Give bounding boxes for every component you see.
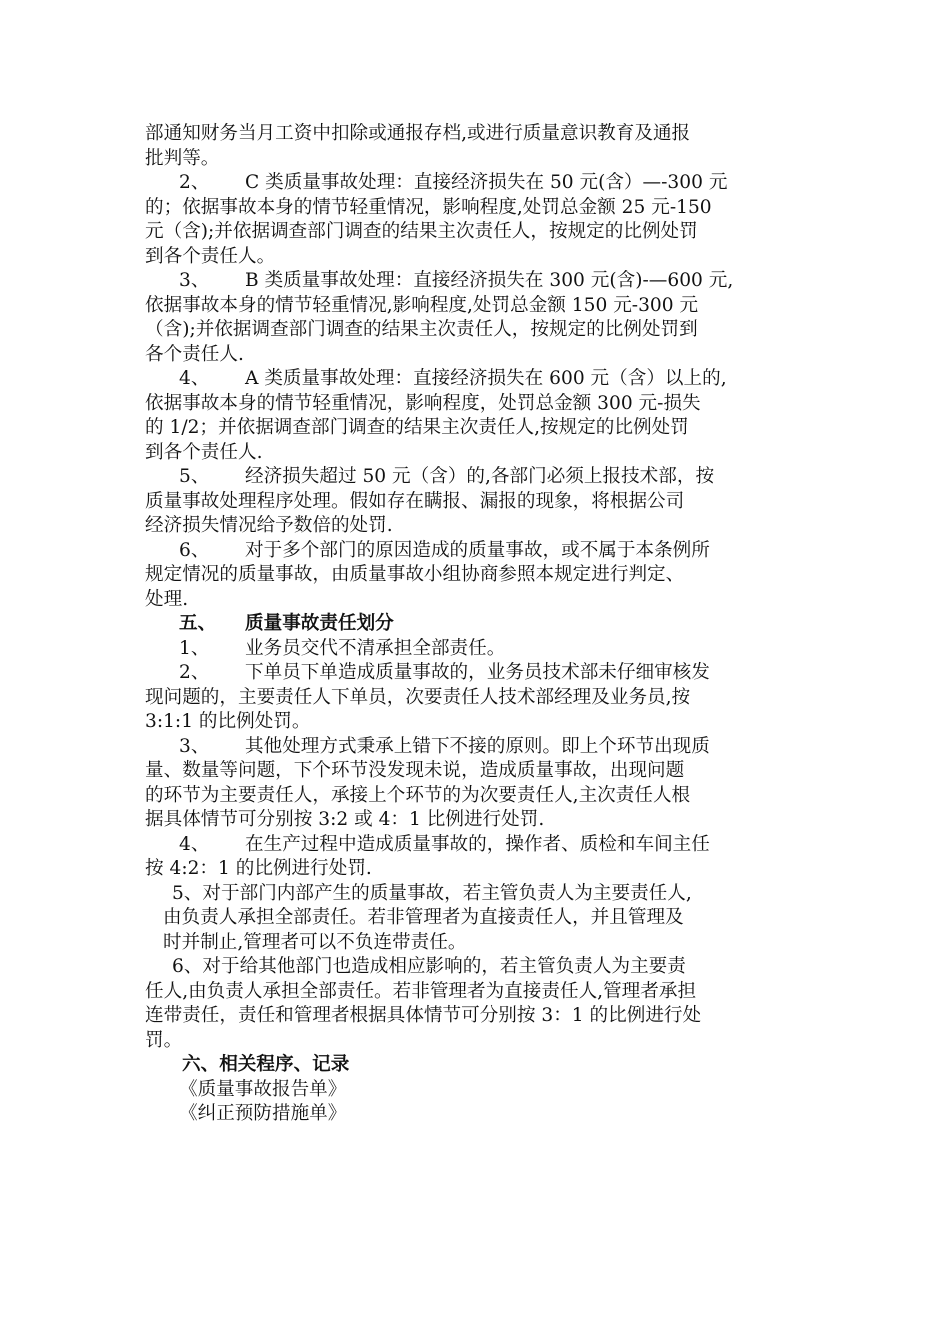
text-line: 由负责人承担全部责任。若非管理者为直接责任人，并且管理及 (163, 907, 684, 928)
text-line: 元（含);并依据调查部门调查的结果主次责任人，按规定的比例处罚 (145, 221, 698, 242)
text-line: 的环节为主要责任人，承接上个环节的为次要责任人,主次责任人根 (145, 784, 691, 806)
item-text: 下单员下单造成质量事故的，业务员技术部未仔细审核发 (245, 662, 710, 683)
text-line: 处理. (145, 588, 189, 610)
item-text: 质量事故责任划分 (245, 613, 394, 634)
text-line: 《质量事故报告单》 (179, 1078, 347, 1100)
item-text: 经济损失超过 50 元（含）的,各部门必须上报技术部，按 (245, 466, 715, 487)
item-text: A 类质量事故处理：直接经济损失在 600 元（含）以上的, (245, 368, 727, 389)
text-line: 《纠正预防措施单》 (179, 1103, 347, 1124)
text-line: 质量事故处理程序处理。假如存在瞒报、漏报的现象，将根据公司 (145, 490, 685, 512)
text-line: 经济损失情况给予数倍的处罚. (145, 515, 393, 536)
text-line: 任人,由负责人承担全部责任。若非管理者为直接责任人,管理者承担 (145, 980, 697, 1002)
item-text: 业务员交代不清承担全部责任。 (245, 637, 506, 659)
text-line: 连带责任，责任和管理者根据具体情节可分别按 3：1 的比例进行处 (145, 1005, 702, 1026)
section-heading (145, 612, 815, 637)
numbered-item (145, 637, 815, 662)
text-line: 部通知财务当月工资中扣除或通报存档,或进行质量意识教育及通报 (145, 123, 691, 144)
text-line: 依据事故本身的情节轻重情况，影响程度，处罚总金额 300 元-损失 (145, 392, 701, 414)
item-number: 6、 (179, 539, 210, 561)
numbered-item (145, 833, 815, 858)
text-line: 据具体情节可分别按 3:2 或 4：1 比例进行处罚. (145, 809, 545, 830)
text-line: 按 4:2：1 的比例进行处罚. (145, 858, 372, 879)
numbered-item (145, 171, 815, 196)
item-number: 3、 (179, 270, 210, 291)
text-line: 时并制止,管理者可以不负连带责任。 (163, 931, 467, 953)
text-line: 到各个责任人。 (145, 245, 276, 267)
item-number: 1、 (179, 637, 210, 659)
item-number: 五、 (179, 613, 217, 634)
item-text: C 类质量事故处理：直接经济损失在 50 元(含）—-300 元 (245, 172, 728, 193)
text-line: 依据事故本身的情节轻重情况,影响程度,处罚总金额 150 元-300 元 (145, 294, 699, 316)
text-line: 的 1/2；并依据调查部门调查的结果主次责任人,按规定的比例处罚 (145, 417, 689, 438)
text-line: 5、对于部门内部产生的质量事故，若主管负责人为主要责任人, (172, 882, 692, 904)
numbered-item (145, 735, 815, 760)
numbered-item (145, 661, 815, 686)
text-line: 规定情况的质量事故，由质量事故小组协商参照本规定进行判定、 (145, 564, 685, 585)
item-text: B 类质量事故处理：直接经济损失在 300 元(含)-—600 元, (245, 270, 734, 291)
text-line: 批判等。 (145, 147, 220, 169)
text-line: 各个责任人. (145, 343, 244, 365)
text-line: 的；依据事故本身的情节轻重情况，影响程度,处罚总金额 25 元-150 (145, 196, 712, 218)
text-line: 量、数量等问题，下个环节没发现未说，造成质量事故，出现问题 (145, 760, 685, 781)
text-line: 现问题的，主要责任人下单员，次要责任人技术部经理及业务员,按 (145, 686, 691, 708)
text-line: （含);并依据调查部门调查的结果主次责任人，按规定的比例处罚到 (145, 319, 698, 340)
text-line: 罚。 (145, 1029, 183, 1051)
numbered-item (145, 465, 815, 490)
item-text: 对于多个部门的原因造成的质量事故，或不属于本条例所 (245, 539, 710, 561)
numbered-item (145, 367, 815, 392)
item-number: 4、 (179, 368, 210, 389)
item-number: 2、 (179, 662, 210, 683)
document-body (145, 122, 815, 1127)
item-number: 2、 (179, 172, 210, 193)
text-line: 到各个责任人. (145, 441, 263, 463)
section-heading: 六、相关程序、记录 (182, 1054, 350, 1075)
item-text: 在生产过程中造成质量事故的，操作者、质检和车间主任 (245, 833, 710, 855)
text-line: 6、对于给其他部门也造成相应影响的，若主管负责人为主要责 (172, 956, 686, 977)
text-line: 3:1:1 的比例处罚。 (145, 711, 311, 732)
item-number: 3、 (179, 735, 210, 757)
item-number: 4、 (179, 833, 210, 855)
item-text: 其他处理方式秉承上错下不接的原则。即上个环节出现质 (245, 735, 710, 757)
numbered-item (145, 269, 815, 294)
item-number: 5、 (179, 466, 210, 487)
numbered-item (145, 539, 815, 564)
